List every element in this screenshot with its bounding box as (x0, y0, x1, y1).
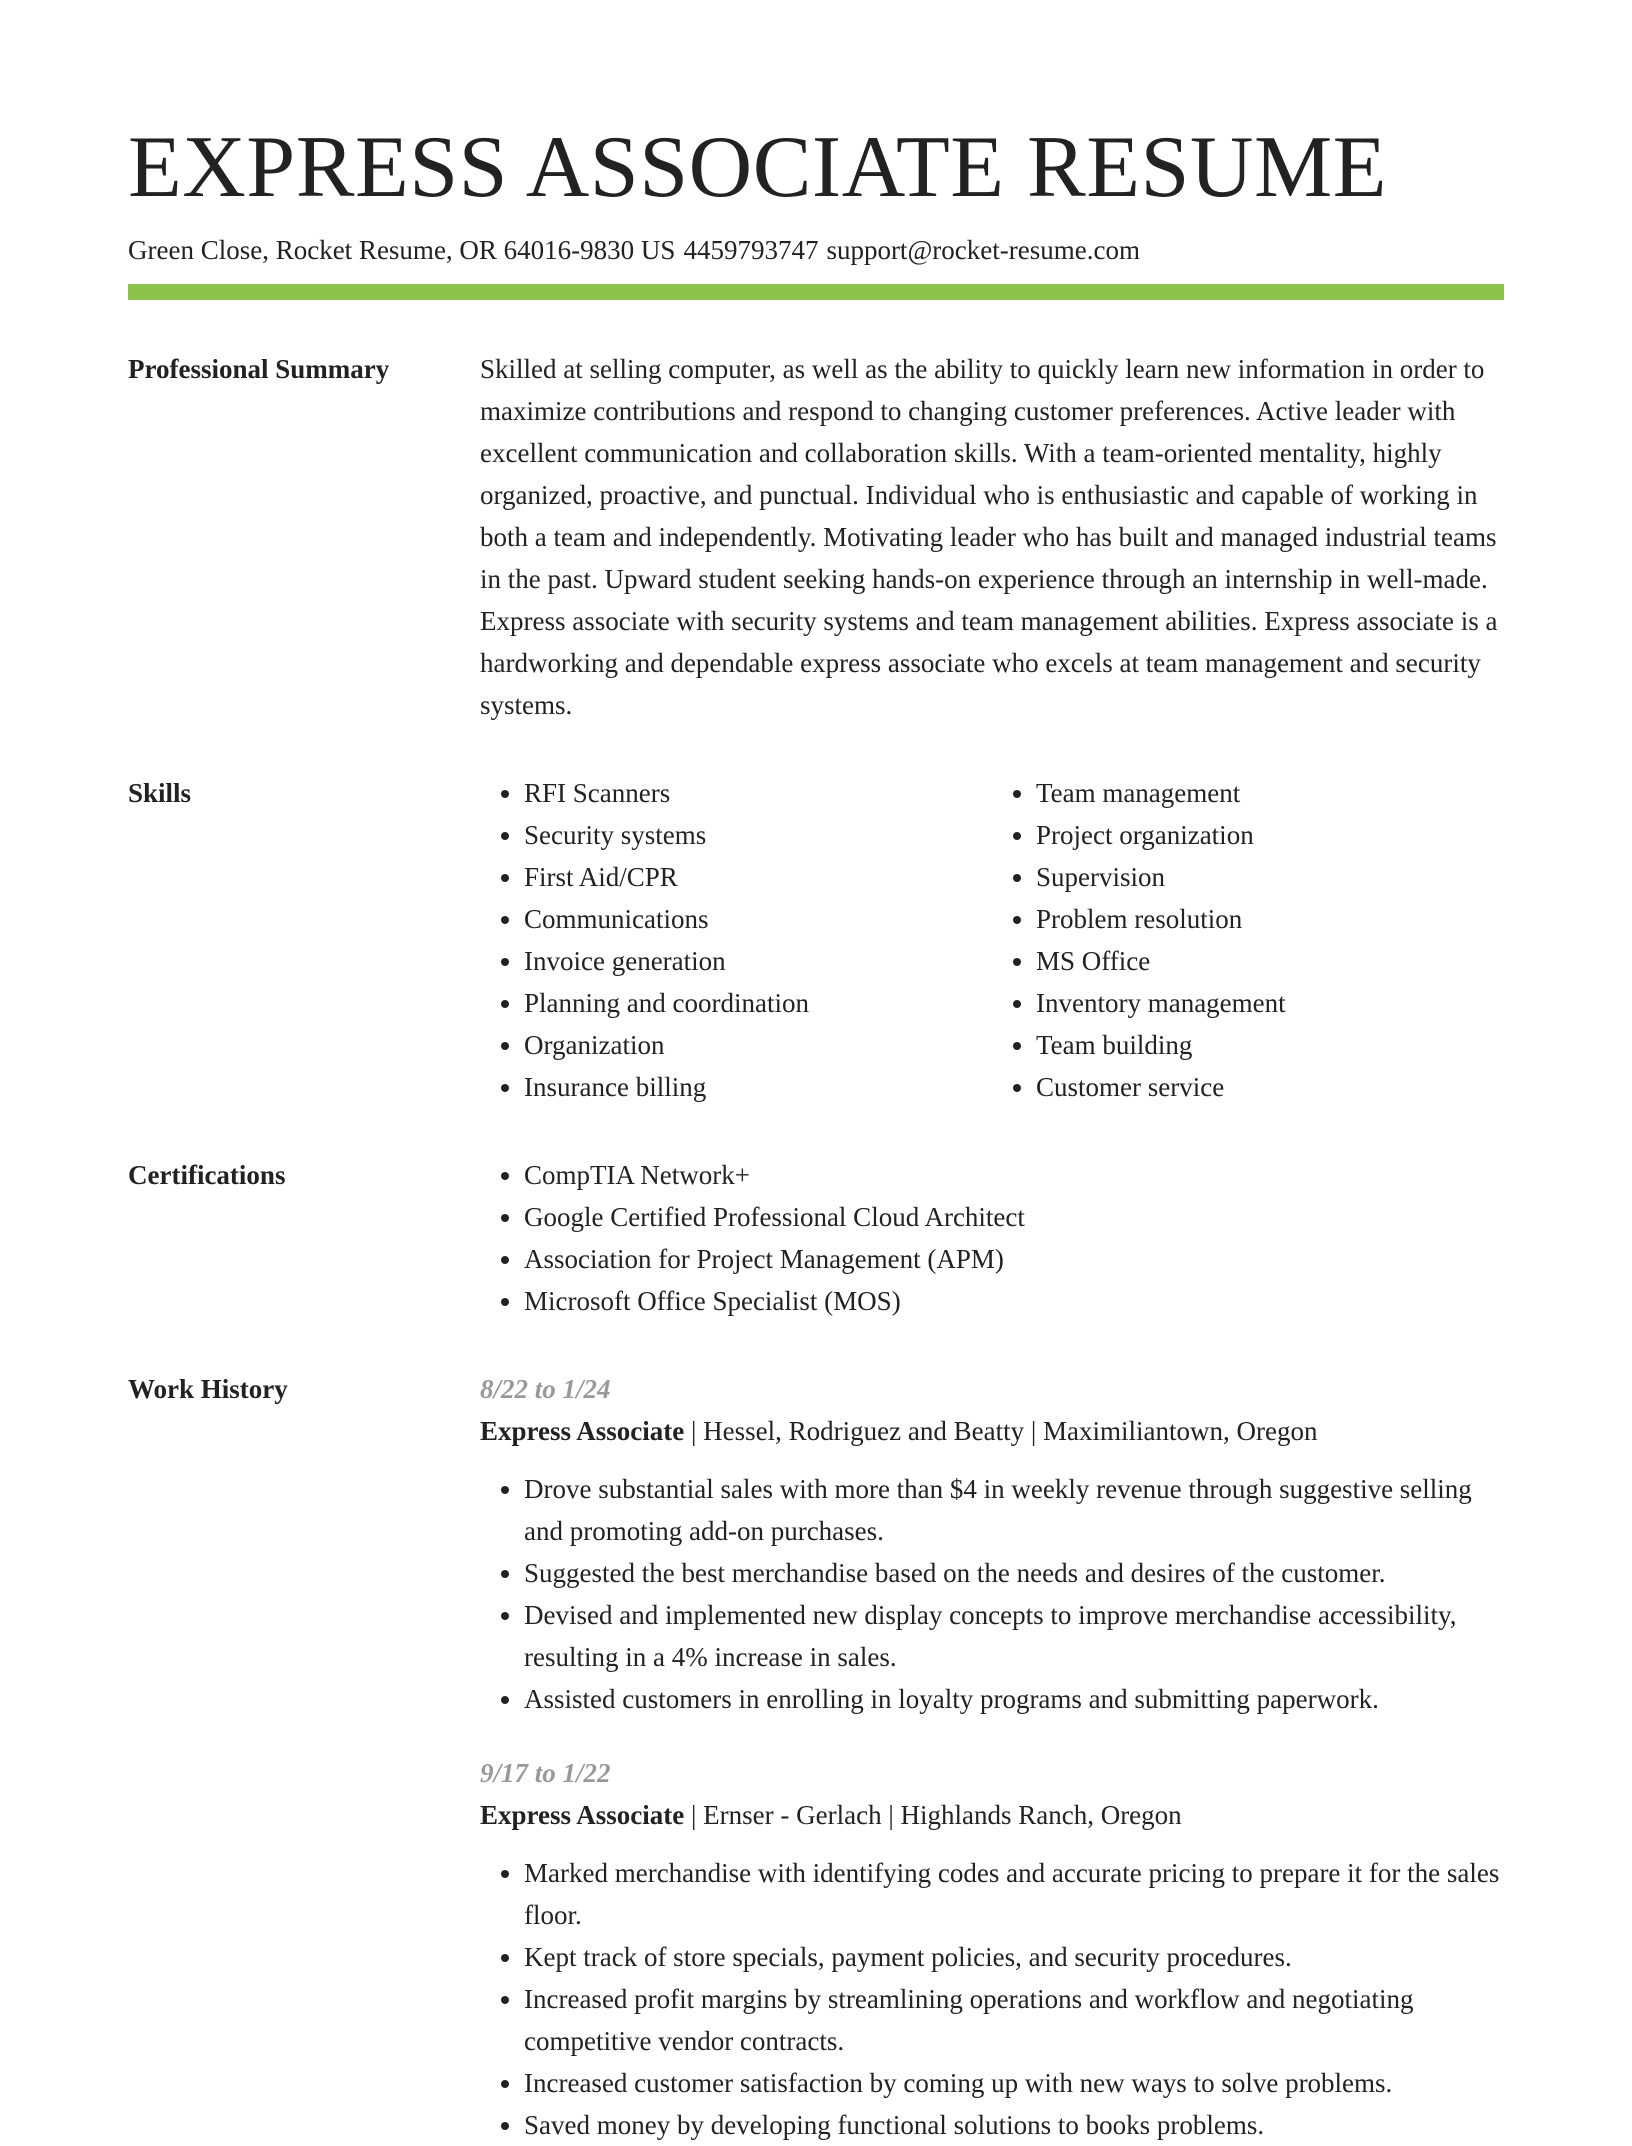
skill-item: • Customer service (1036, 1066, 1504, 1108)
certifications-section (128, 1154, 1504, 1322)
header-divider (128, 284, 1504, 300)
skill-item: • Organization (524, 1024, 992, 1066)
contact-address: Green Close, Rocket Resume, OR 64016-9830 US (128, 235, 676, 265)
skills-list-left (480, 772, 992, 1108)
job-bullet: • Kept track of store specials, payment policies, and security procedures. (524, 1936, 1504, 1978)
job-entry (480, 1752, 1504, 2146)
job-dates: 8/22 to 1/24 (480, 1374, 611, 1404)
certification-item: • CompTIA Network+ (524, 1154, 1504, 1196)
skills-heading: Skills (128, 778, 192, 808)
job-bullet: • Increased customer satisfaction by coming up with new ways to solve problems. (524, 2062, 1504, 2104)
summary-heading: Professional Summary (128, 354, 390, 384)
certification-item: • Microsoft Office Specialist (MOS) (524, 1280, 1504, 1322)
job-bullet: • Devised and implemented new display concepts to improve merchandise accessibility, resulting in a 4% increase in sales. (524, 1594, 1504, 1678)
job-bullet: • Drove substantial sales with more than $4 in weekly revenue through suggestive selling and promoting add-on purchases. (524, 1468, 1504, 1552)
certification-item: • Google Certified Professional Cloud Architect (524, 1196, 1504, 1238)
job-bullet: • Suggested the best merchandise based on the needs and desires of the customer. (524, 1552, 1504, 1594)
summary-text: Skilled at selling computer, as well as the ability to quickly learn new information in order to maximize contributions and respond to changing customer preferences. Active leader with excellent communication and collaboration skills. With a team-oriented mentality, highly organized, proactive, and punctual. Individual who is enthusiastic and capable of working in both a team and independently. Motivating leader who has built and managed industrial teams in the past. Upward student seeking hands-on experience through an internship in well-made. Express associate with security systems and team management abilities. Express associate is a hardworking and dependable express associate who excels at team management and security systems. (480, 354, 1498, 720)
skill-item: • Team management (1036, 772, 1504, 814)
job-bullet: • Saved money by developing functional solutions to books problems. (524, 2104, 1504, 2146)
job-details: | Ernser - Gerlach | Highlands Ranch, Oregon (684, 1800, 1182, 1830)
skill-item: • Planning and coordination (524, 982, 992, 1024)
job-bullet: • Marked merchandise with identifying codes and accurate pricing to prepare it for the sales floor. (524, 1852, 1504, 1936)
job-title: Express Associate (480, 1416, 685, 1446)
skill-item: • First Aid/CPR (524, 856, 992, 898)
skills-section (128, 772, 1504, 1108)
job-header (480, 1410, 1504, 1452)
skill-item: • Supervision (1036, 856, 1504, 898)
job-bullet: • Assisted customers in enrolling in loyalty programs and submitting paperwork. (524, 1678, 1504, 1720)
job-details: | Hessel, Rodriguez and Beatty | Maximiliantown, Oregon (684, 1416, 1318, 1446)
skill-item: • Team building (1036, 1024, 1504, 1066)
work-history-section (128, 1368, 1504, 2146)
skill-item: • Project organization (1036, 814, 1504, 856)
skill-item: • Invoice generation (524, 940, 992, 982)
resume-title: EXPRESS ASSOCIATE RESUME (128, 119, 1387, 216)
skill-item: • Security systems (524, 814, 992, 856)
skills-list-right (992, 772, 1504, 1108)
skill-item: • MS Office (1036, 940, 1504, 982)
certifications-list (480, 1154, 1504, 1322)
job-bullets (480, 1468, 1504, 1720)
contact-phone: 4459793747 (683, 235, 819, 265)
summary-section (128, 348, 1504, 726)
contact-email: support@rocket-resume.com (826, 235, 1140, 265)
skill-item: • Inventory management (1036, 982, 1504, 1024)
job-entry (480, 1368, 1504, 1720)
skill-item: • Communications (524, 898, 992, 940)
job-header (480, 1794, 1504, 1836)
contact-line (128, 232, 1504, 268)
work-history-heading: Work History (128, 1374, 288, 1404)
skill-item: • Insurance billing (524, 1066, 992, 1108)
job-bullets (480, 1852, 1504, 2146)
skill-item: • RFI Scanners (524, 772, 992, 814)
certification-item: • Association for Project Management (APM) (524, 1238, 1504, 1280)
job-dates: 9/17 to 1/22 (480, 1758, 611, 1788)
job-title: Express Associate (480, 1800, 685, 1830)
job-bullet: • Increased profit margins by streamlining operations and workflow and negotiating competitive vendor contracts. (524, 1978, 1504, 2062)
certifications-heading: Certifications (128, 1160, 286, 1190)
skill-item: • Problem resolution (1036, 898, 1504, 940)
